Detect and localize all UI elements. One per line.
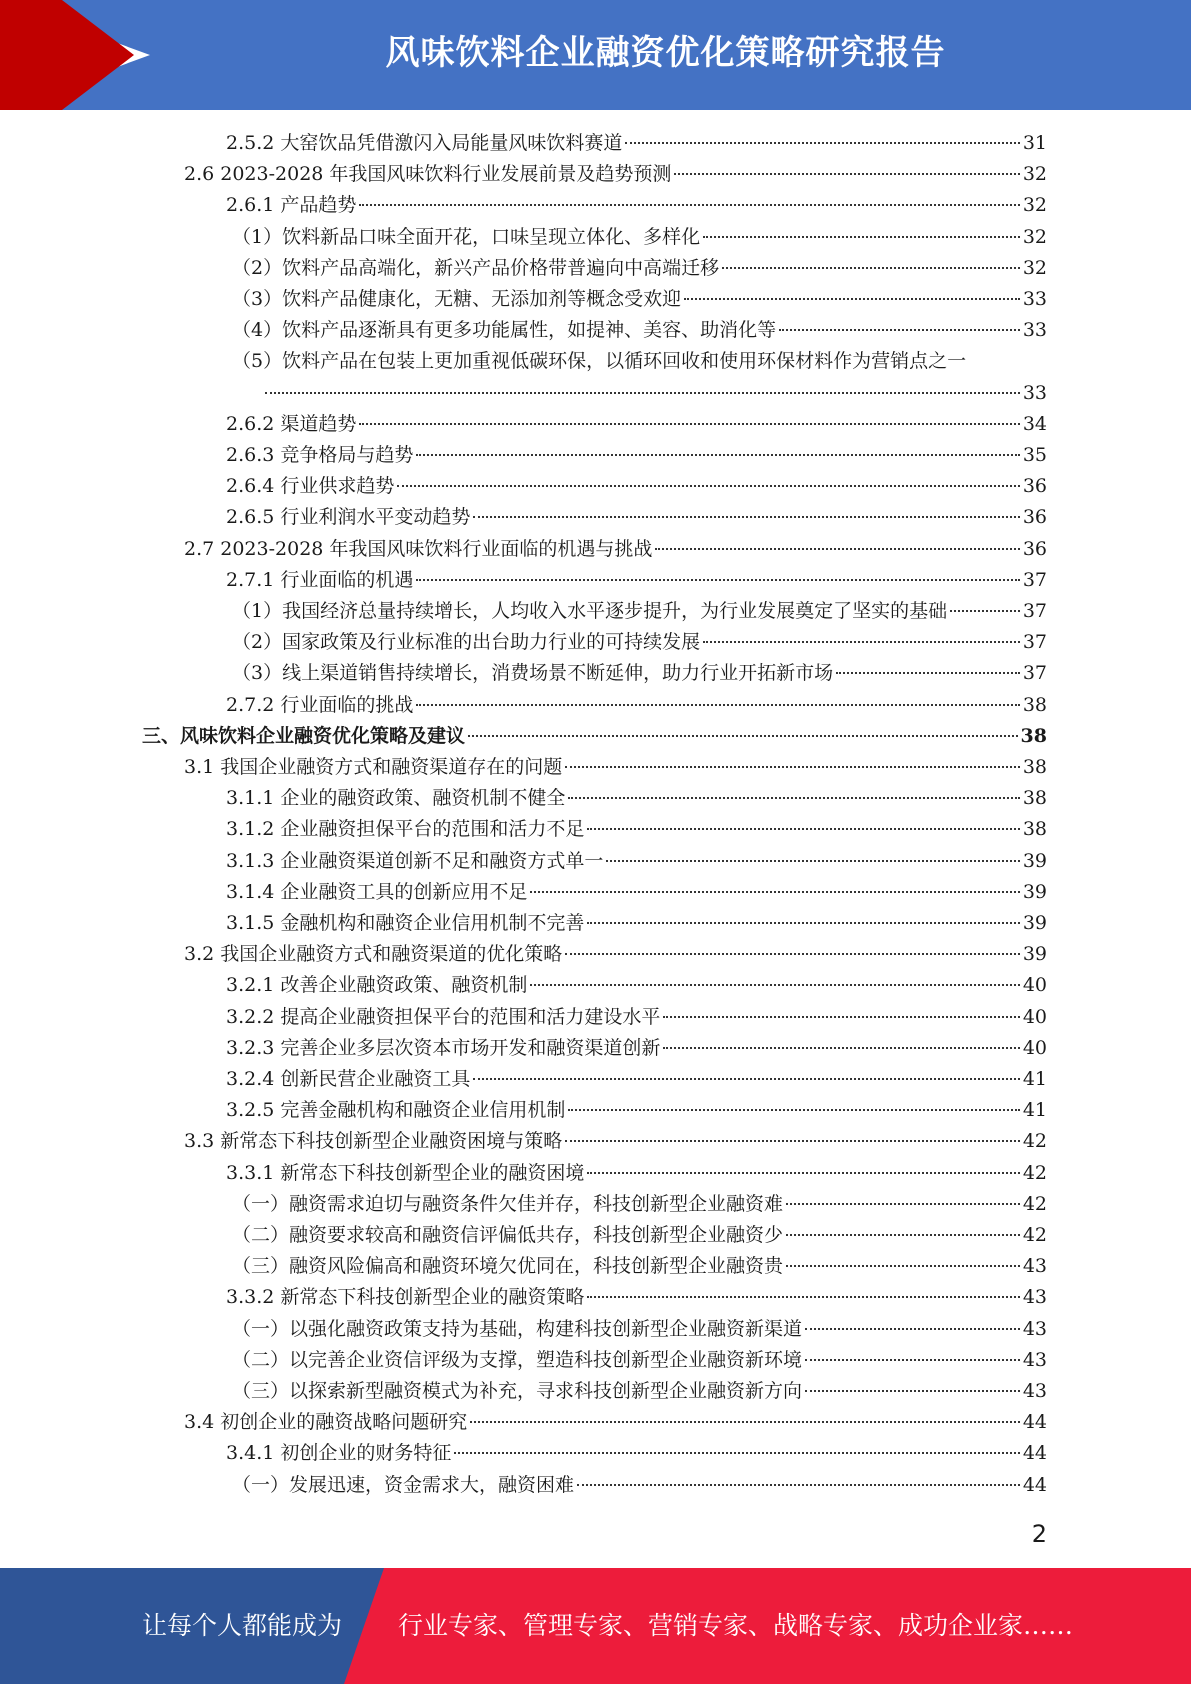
toc-entry-page: 43 — [1022, 1380, 1047, 1402]
toc-entry-title: 2.6.2 渠道趋势 — [226, 412, 357, 435]
toc-dot-leader — [606, 860, 1019, 862]
toc-entry[interactable] — [226, 128, 1047, 159]
toc-entry-title: （一）以强化融资政策支持为基础，构建科技创新型企业融资新渠道 — [232, 1317, 803, 1340]
header-chevron-red — [62, 0, 134, 110]
toc-dot-leader — [568, 1109, 1019, 1111]
toc-entry[interactable] — [226, 565, 1047, 596]
toc-entry[interactable] — [232, 253, 1047, 284]
toc-entry-page: 37 — [1022, 631, 1047, 654]
toc-entry-title: 2.7.1 行业面临的机遇 — [226, 568, 414, 591]
toc-dot-leader — [530, 891, 1019, 893]
toc-entry-title: （2）国家政策及行业标准的出台助力行业的可持续发展 — [232, 631, 701, 654]
toc-entry-page: 42 — [1022, 1161, 1047, 1184]
toc-dot-leader — [568, 797, 1019, 799]
toc-entry[interactable] — [226, 970, 1047, 1001]
page-footer — [0, 1568, 1191, 1684]
toc-entry-title: （3）线上渠道销售持续增长，消费场景不断延伸，助力行业开拓新市场 — [232, 662, 834, 685]
toc-entry-page: 41 — [1022, 1099, 1047, 1122]
toc-entry[interactable] — [232, 346, 1047, 377]
toc-entry[interactable] — [226, 783, 1047, 814]
toc-entry-page: 37 — [1022, 600, 1047, 622]
toc-entry-title: 3.2 我国企业融资方式和融资渠道的优化策略 — [184, 943, 563, 966]
toc-dot-leader — [473, 1078, 1019, 1080]
toc-entry-page: 32 — [1022, 194, 1047, 217]
toc-entry-page: 39 — [1022, 943, 1047, 966]
toc-dot-leader — [468, 735, 1018, 737]
toc-entry-title: 3.2.3 完善企业多层次资本市场开发和融资渠道创新 — [226, 1036, 661, 1059]
toc-entry[interactable] — [226, 1064, 1047, 1095]
toc-entry-page: 41 — [1022, 1068, 1047, 1090]
toc-dot-leader — [805, 1359, 1020, 1361]
toc-entry-title: 三、风味饮料企业融资优化策略及建议 — [142, 724, 466, 747]
toc-entry-title: 2.7.2 行业面临的挑战 — [226, 693, 414, 716]
toc-entry-title: （1）饮料新品口味全面开花，口味呈现立体化、多样化 — [232, 225, 701, 248]
toc-entry-title: 2.6.1 产品趋势 — [226, 194, 357, 217]
toc-entry-title: 3.1 我国企业融资方式和融资渠道存在的问题 — [184, 756, 563, 778]
toc-entry-title: 2.7 2023-2028 年我国风味饮料行业面临的机遇与挑战 — [184, 537, 653, 560]
toc-entry[interactable] — [226, 814, 1047, 845]
toc-entry[interactable] — [184, 1407, 1047, 1438]
toc-entry-page: 38 — [1020, 724, 1047, 747]
toc-entry-page: 36 — [1022, 506, 1047, 529]
toc-entry-title: （5）饮料产品在包装上更加重视低碳环保，以循环回收和使用环保材料作为营销点之一 — [232, 350, 967, 373]
toc-entry-page: 35 — [1022, 444, 1047, 466]
toc-entry[interactable] — [232, 1251, 1047, 1282]
toc-dot-leader — [416, 454, 1019, 456]
toc-entry-title: （2）饮料产品高端化，新兴产品价格带普遍向中高端迁移 — [232, 256, 720, 279]
toc-entry[interactable] — [232, 1345, 1047, 1376]
toc-dot-leader — [805, 1390, 1020, 1392]
toc-entry-title: 3.4 初创企业的融资战略问题研究 — [184, 1411, 468, 1434]
toc-dot-leader — [265, 392, 1020, 394]
toc-dot-leader — [684, 298, 1020, 300]
toc-entry-title: （一）发展迅速，资金需求大，融资困难 — [232, 1473, 575, 1496]
page-number: 2 — [1031, 1520, 1047, 1548]
toc-entry-title: 2.6.3 竞争格局与趋势 — [226, 444, 414, 466]
toc-entry-title: 3.1.3 企业融资渠道创新不足和融资方式单一 — [226, 849, 604, 872]
toc-entry-page: 43 — [1022, 1286, 1047, 1309]
toc-entry-page: 36 — [1022, 537, 1047, 560]
toc-entry-page: 38 — [1022, 818, 1047, 841]
toc-entry-title: 3.3.1 新常态下科技创新型企业的融资困境 — [226, 1161, 585, 1184]
toc-entry-page: 32 — [1022, 163, 1047, 186]
toc-entry-page: 39 — [1022, 849, 1047, 872]
toc-entry-page: 32 — [1022, 256, 1047, 279]
toc-dot-leader — [836, 672, 1020, 674]
toc-entry[interactable] — [226, 502, 1047, 533]
toc-entry[interactable] — [226, 440, 1047, 471]
toc-dot-leader — [587, 1296, 1019, 1298]
toc-entry-title: （二）融资要求较高和融资信评偏低共存，科技创新型企业融资少 — [232, 1224, 784, 1246]
toc-dot-leader — [565, 953, 1020, 955]
toc-entry-page: 42 — [1022, 1130, 1047, 1153]
toc-dot-leader — [359, 204, 1019, 206]
toc-entry-title: 3.3 新常态下科技创新型企业融资困境与策略 — [184, 1130, 563, 1153]
toc-entry[interactable] — [232, 658, 1047, 689]
toc-entry[interactable] — [184, 939, 1047, 970]
toc-entry-title: （3）饮料产品健康化，无糖、无添加剂等概念受欢迎 — [232, 288, 682, 310]
toc-entry[interactable] — [184, 534, 1047, 565]
toc-entry[interactable] — [232, 284, 1047, 315]
toc-dot-leader — [587, 828, 1019, 830]
toc-entry[interactable] — [226, 1282, 1047, 1313]
toc-dot-leader — [473, 516, 1019, 518]
toc-dot-leader — [397, 485, 1019, 487]
toc-entry-page: 43 — [1022, 1255, 1047, 1278]
toc-entry-title: 3.1.1 企业的融资政策、融资机制不健全 — [226, 787, 566, 810]
toc-entry-page: 40 — [1022, 1005, 1047, 1028]
toc-entry-title: （三）以探索新型融资模式为补充，寻求科技创新型企业融资新方向 — [232, 1380, 803, 1402]
toc-entry-page: 43 — [1022, 1348, 1047, 1371]
toc-entry-title: （一）融资需求迫切与融资条件欠佳并存，科技创新型企业融资难 — [232, 1192, 784, 1215]
toc-entry[interactable] — [226, 908, 1047, 939]
toc-dot-leader — [786, 1265, 1020, 1267]
toc-entry-title: 3.2.5 完善金融机构和融资企业信用机制 — [226, 1099, 566, 1122]
toc-dot-leader — [587, 1172, 1019, 1174]
toc-entry[interactable] — [226, 690, 1047, 721]
toc-entry[interactable] — [226, 846, 1047, 877]
toc-entry[interactable] — [226, 1158, 1047, 1189]
toc-entry[interactable] — [184, 159, 1047, 190]
toc-entry[interactable] — [226, 1438, 1047, 1469]
footer-slogan-left: 让每个人都能成为 — [142, 1611, 343, 1640]
toc-dot-leader — [416, 579, 1019, 581]
toc-entry-page: 38 — [1022, 756, 1047, 778]
toc-entry[interactable] — [232, 1376, 1047, 1407]
toc-dot-leader — [779, 329, 1020, 331]
toc-entry-title: 2.6.4 行业供求趋势 — [226, 475, 395, 498]
toc-entry-page: 33 — [1022, 319, 1047, 342]
toc-dot-leader — [625, 142, 1019, 144]
toc-entry-page: 42 — [1022, 1224, 1047, 1246]
toc-entry[interactable] — [226, 1033, 1047, 1064]
toc-dot-leader — [950, 610, 1020, 612]
toc-dot-leader — [655, 548, 1019, 550]
toc-entry-title: 3.2.4 创新民营企业融资工具 — [226, 1068, 471, 1090]
toc-dot-leader — [587, 922, 1019, 924]
toc-dot-leader — [722, 267, 1020, 269]
toc-entry[interactable] — [232, 596, 1047, 627]
toc-entry-title: 2.6 2023-2028 年我国风味饮料行业发展前景及趋势预测 — [184, 163, 672, 186]
toc-entry[interactable] — [232, 1470, 1047, 1501]
toc-entry[interactable] — [184, 752, 1047, 783]
toc-entry[interactable] — [226, 1095, 1047, 1126]
toc-dot-leader — [786, 1234, 1020, 1236]
toc-entry[interactable] — [226, 877, 1047, 908]
toc-entry-title: 3.3.2 新常态下科技创新型企业的融资策略 — [226, 1286, 585, 1309]
toc-entry-page: 33 — [1022, 381, 1047, 404]
toc-entry-page: 40 — [1022, 1036, 1047, 1059]
toc-entry[interactable] — [232, 1220, 1047, 1251]
toc-dot-leader — [663, 1047, 1019, 1049]
toc-dot-leader — [359, 423, 1019, 425]
toc-entry-page: 44 — [1022, 1411, 1047, 1434]
toc-dot-leader — [805, 1328, 1020, 1330]
toc-entry-page: 37 — [1022, 568, 1047, 591]
toc-entry-title: （4）饮料产品逐渐具有更多功能属性，如提神、美容、助消化等 — [232, 319, 777, 342]
toc-entry-page: 32 — [1022, 225, 1047, 248]
toc-entry-page: 31 — [1022, 132, 1047, 154]
toc-dot-leader — [703, 236, 1020, 238]
toc-dot-leader — [530, 984, 1019, 986]
toc-entry-title: （1）我国经济总量持续增长，人均收入水平逐步提升，为行业发展奠定了坚实的基础 — [232, 600, 948, 622]
toc-entry-title: 3.1.4 企业融资工具的创新应用不足 — [226, 880, 528, 903]
toc-entry-title: 3.2.1 改善企业融资政策、融资机制 — [226, 974, 528, 997]
toc-dot-leader — [565, 766, 1020, 768]
toc-entry[interactable] — [232, 222, 1047, 253]
toc-entry[interactable] — [184, 1126, 1047, 1157]
toc-dot-leader — [703, 641, 1020, 643]
toc-entry-page: 37 — [1022, 662, 1047, 685]
toc-entry-page: 33 — [1022, 288, 1047, 310]
toc-entry-page: 43 — [1022, 1317, 1047, 1340]
toc-entry-title: 3.1.2 企业融资担保平台的范围和活力不足 — [226, 818, 585, 841]
toc-entry[interactable] — [226, 409, 1047, 440]
toc-entry-page: 38 — [1022, 787, 1047, 810]
toc-entry[interactable] — [232, 627, 1047, 658]
page-header — [0, 0, 1191, 110]
toc-entry[interactable] — [262, 378, 1047, 409]
toc-entry-page: 44 — [1022, 1442, 1047, 1465]
toc-entry-title: 3.2.2 提高企业融资担保平台的范围和活力建设水平 — [226, 1005, 661, 1028]
toc-entry-page: 38 — [1022, 693, 1047, 716]
toc-dot-leader — [663, 1016, 1019, 1018]
report-title: 风味饮料企业融资优化策略研究报告 — [385, 33, 946, 73]
toc-entry-page: 36 — [1022, 475, 1047, 498]
toc-dot-leader — [565, 1140, 1020, 1142]
toc-entry[interactable] — [232, 1314, 1047, 1345]
toc-entry-page: 42 — [1022, 1192, 1047, 1215]
toc-dot-leader — [454, 1452, 1019, 1454]
toc-entry[interactable] — [232, 315, 1047, 346]
toc-entry-title: 3.1.5 金融机构和融资企业信用机制不完善 — [226, 912, 585, 934]
toc-entry-page: 34 — [1022, 412, 1047, 435]
toc-dot-leader — [786, 1203, 1020, 1205]
toc-entry[interactable] — [226, 1002, 1047, 1033]
toc-dot-leader — [577, 1484, 1020, 1486]
toc-entry-title: （二）以完善企业资信评级为支撑，塑造科技创新型企业融资新环境 — [232, 1348, 803, 1371]
toc-entry-page: 39 — [1022, 880, 1047, 903]
toc-entry-page: 44 — [1022, 1473, 1047, 1496]
toc-dot-leader — [416, 704, 1019, 706]
toc-entry-title: （三）融资风险偏高和融资环境欠优同在，科技创新型企业融资贵 — [232, 1255, 784, 1278]
toc-entry-title: 2.6.5 行业利润水平变动趋势 — [226, 506, 471, 529]
header-red-block — [0, 0, 62, 110]
toc-entry-title: 3.4.1 初创企业的财务特征 — [226, 1442, 452, 1465]
toc-dot-leader — [470, 1421, 1020, 1423]
toc-entry[interactable] — [226, 471, 1047, 502]
toc-dot-leader — [674, 173, 1019, 175]
toc-entry[interactable] — [232, 1189, 1047, 1220]
toc-entry-page: 40 — [1022, 974, 1047, 997]
toc-entry[interactable] — [226, 190, 1047, 221]
toc-entry-title: 2.5.2 大窑饮品凭借激闪入局能量风味饮料赛道 — [226, 132, 623, 154]
toc-entry-page: 39 — [1022, 912, 1047, 934]
footer-slogan-right: 行业专家、管理专家、营销专家、战略专家、成功企业家…… — [398, 1611, 1074, 1640]
toc-entry[interactable] — [142, 721, 1047, 752]
